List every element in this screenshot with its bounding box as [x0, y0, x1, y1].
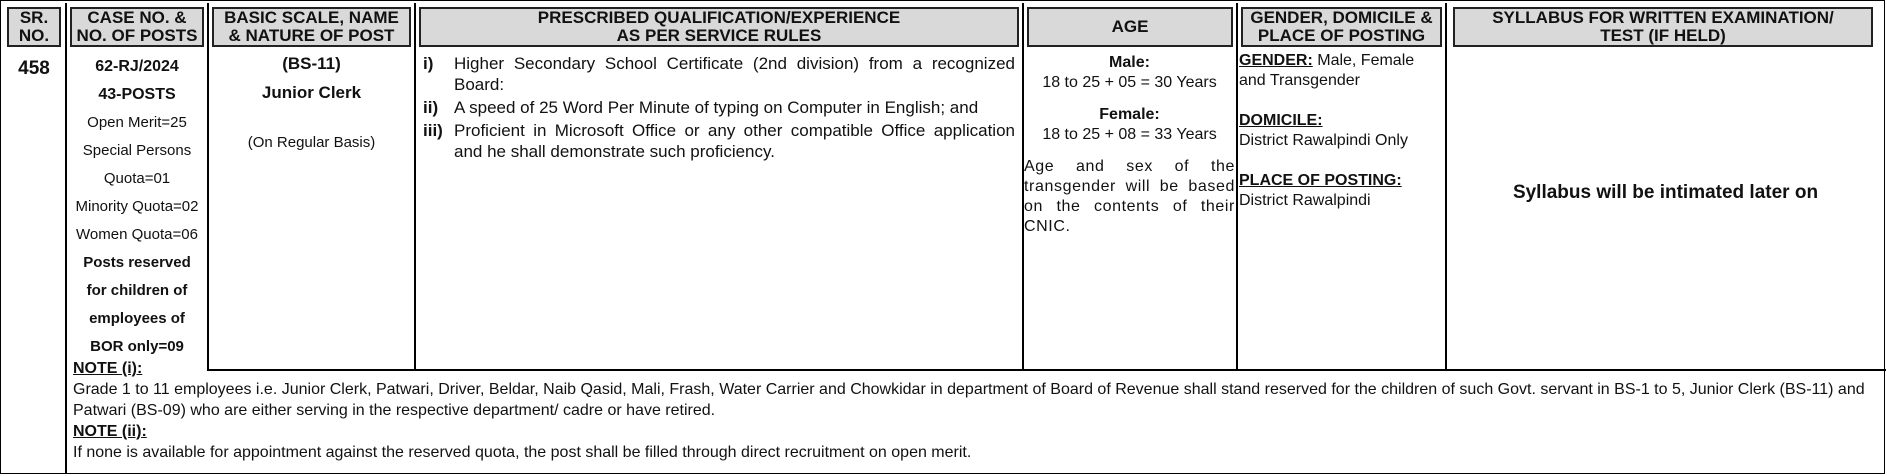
header-text: SR. [19, 8, 49, 27]
qualification-number: i) [423, 54, 434, 73]
sr-no: 458 [18, 58, 50, 79]
header-text: SYLLABUS FOR WRITTEN EXAMINATION/ [1492, 8, 1834, 27]
gender-value: Male, Female and Transgender [1239, 52, 1415, 89]
syllabus-text: Syllabus will be intimated later on [1512, 182, 1819, 203]
note-1-label: NOTE (i): [73, 360, 143, 377]
male-age: 18 to 25 + 05 = 30 Years [1042, 74, 1217, 91]
qualification-text: Higher Secondary School Certificate (2nd division) from a recognized Board: [454, 54, 1015, 94]
quota-line: Special Persons [82, 142, 192, 159]
note-2-label: NOTE (ii): [73, 423, 147, 440]
quota-line: Women Quota=06 [76, 226, 198, 243]
header-text: TEST (IF HELD) [1600, 26, 1726, 45]
quota-line: Open Merit=25 [87, 114, 187, 131]
header-text: & NATURE OF POST [228, 26, 395, 45]
header-text: PLACE OF POSTING [1257, 26, 1426, 45]
header-text: PRESCRIBED QUALIFICATION/EXPERIENCE [537, 8, 901, 27]
basic-scale: (BS-11) [282, 54, 341, 73]
quota-line: Quota=01 [103, 170, 171, 187]
header-gender [1241, 7, 1442, 47]
column-divider [414, 3, 416, 371]
notes-section [73, 358, 1881, 463]
header-text: NO. [18, 26, 50, 45]
domicile-value: District Rawalpindi Only [1239, 132, 1408, 149]
qualification-item [423, 53, 1015, 95]
domicile-label: DOMICILE: [1239, 112, 1323, 129]
scale-cell [209, 53, 414, 153]
case-number: 62-RJ/2024 [95, 58, 179, 75]
header-syllabus [1453, 7, 1873, 47]
posts-count: 43-POSTS [98, 86, 176, 103]
column-divider [1236, 3, 1238, 371]
header-scale [212, 7, 411, 47]
female-label: Female: [1099, 106, 1160, 123]
qualification-item [423, 97, 1015, 118]
reserved-line: BOR only=09 [90, 338, 184, 355]
gender-cell [1239, 51, 1445, 211]
header-text: BASIC SCALE, NAME [224, 8, 399, 27]
female-age: 18 to 25 + 08 = 33 Years [1042, 126, 1217, 143]
note-2-text: If none is available for appointment against the reserved quota, the post shall be filled through direct recruitment on open merit. [73, 444, 972, 461]
reserved-line: Posts reserved [83, 254, 191, 271]
reserved-line: employees of [89, 310, 185, 327]
note-1-text: Grade 1 to 11 employees i.e. Junior Clerk, Patwari, Driver, Beldar, Naib Qasid, Mali, Frash, Water Carrier and Chowkidar in department of Board of Revenue shall stand reserved for the children of such Govt. servant in BS-1 to 5, Junior Clerk (BS-11) and Patwari (BS-09) who are either serving in the respective department/ cadre or have retired. [73, 381, 1865, 419]
header-text: GENDER, DOMICILE & [1250, 8, 1433, 27]
header-case-no [70, 7, 204, 47]
qualification-text: Proficient in Microsoft Office or any other compatible Office application and he shall demonstrate such proficiency. [454, 121, 1015, 161]
qualification-list [423, 53, 1015, 164]
qualification-number: ii) [423, 98, 439, 117]
header-sr-no [7, 7, 61, 47]
header-qualification [419, 7, 1019, 47]
post-name: Junior Clerk [261, 83, 362, 102]
posting-value: District Rawalpindi [1239, 192, 1371, 209]
header-text: NO. OF POSTS [76, 26, 198, 45]
transgender-note: Age and sex of the transgender will be based on the contents of their CNIC. [1024, 158, 1235, 235]
post-nature: (On Regular Basis) [247, 134, 376, 151]
gender-label: GENDER: [1239, 52, 1313, 69]
reserved-line: for children of [86, 282, 188, 299]
qualification-number: iii) [423, 121, 443, 140]
qualification-item [423, 120, 1015, 162]
header-text: AS PER SERVICE RULES [616, 26, 822, 45]
posting-label: PLACE OF POSTING: [1239, 172, 1402, 189]
header-age [1027, 7, 1233, 47]
quota-line: Minority Quota=02 [75, 198, 199, 215]
male-label: Male: [1109, 54, 1150, 71]
qualification-text: A speed of 25 Word Per Minute of typing on Computer in English; and [454, 98, 979, 117]
header-text: CASE NO. & [87, 8, 187, 27]
case-cell [67, 53, 207, 361]
header-text: AGE [1111, 17, 1149, 36]
age-cell [1024, 53, 1235, 237]
